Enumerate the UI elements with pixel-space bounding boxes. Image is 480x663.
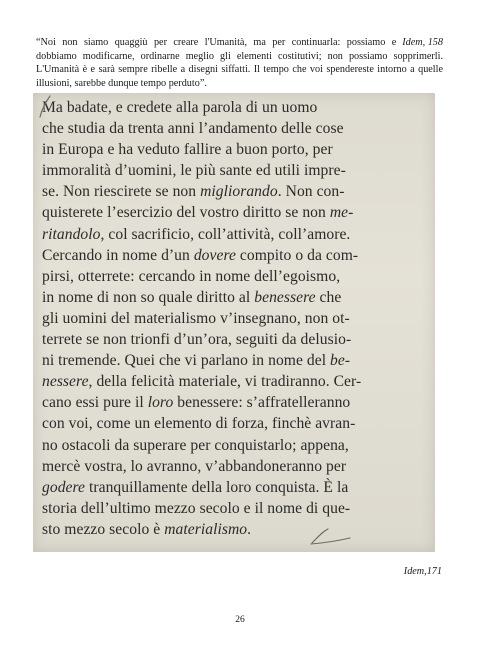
- scanned-text-line: [42, 350, 429, 371]
- text-segment: con voi, come un elemento di forza, finchè avran-: [42, 415, 356, 433]
- scanned-text-line: [42, 245, 429, 266]
- scanned-text-line: [42, 435, 429, 456]
- text-segment: Cercando in nome d’un: [42, 246, 194, 264]
- text-segment: immoralità d’uomini, le più sante ed utili impre-: [42, 162, 346, 180]
- scanned-text-line: [42, 266, 429, 287]
- italic-text-segment: be-: [330, 352, 351, 370]
- scanned-text-line: [42, 519, 429, 540]
- text-segment: gli uomini del materialismo v’insegnano, non ot-: [42, 309, 350, 327]
- scanned-text-line: [42, 456, 429, 477]
- text-segment: in nome di non so quale diritto al: [42, 288, 255, 306]
- text-segment: mercè vostra, lo avranno, v’abbandoneranno per: [42, 457, 347, 475]
- text-segment: compito o da com-: [235, 246, 359, 264]
- italic-text-segment: materialismo: [164, 520, 248, 538]
- italic-text-segment: ritandolo: [42, 225, 101, 243]
- scanned-book-excerpt: [33, 93, 435, 552]
- italic-text-segment: me-: [329, 204, 354, 222]
- text-segment: sto mezzo secolo è: [42, 520, 165, 538]
- scanned-text-line: [42, 392, 429, 413]
- text-segment: , della felicità materiale, vi tradiranno. Cer-: [88, 373, 362, 391]
- scanned-text-line: [42, 181, 429, 202]
- text-segment: benessere: s’affratelleranno: [173, 394, 351, 412]
- scanned-text-block: [42, 97, 429, 540]
- scanned-text-line: [42, 329, 429, 350]
- scanned-text-line: [42, 160, 429, 181]
- scanned-text-line: [42, 202, 429, 223]
- text-segment: che studia da trenta anni l’andamento delle cose: [42, 120, 344, 138]
- text-segment: che: [315, 288, 342, 306]
- scanned-text-line: [42, 118, 429, 139]
- text-segment: Ma badate, e credete alla parola di un uomo: [42, 99, 318, 116]
- italic-text-segment: nessere: [42, 373, 89, 391]
- text-segment: terrete se non trionfi d’un’ora, seguiti da delusio-: [42, 331, 352, 349]
- text-segment: quisterete l’esercizio del vostro diritto se non: [42, 204, 330, 222]
- italic-text-segment: benessere: [254, 288, 316, 306]
- text-segment: pirsi, otterrete: cercando in nome dell’egoismo,: [42, 267, 341, 285]
- scanned-text-line: [42, 498, 429, 519]
- text-segment: .: [247, 520, 252, 538]
- text-segment: storia dell’ultimo mezzo secolo e il nome di que-: [42, 499, 351, 517]
- scanned-text-line: [42, 371, 429, 392]
- text-segment: . Non con-: [277, 183, 345, 201]
- italic-text-segment: migliorando: [200, 183, 278, 201]
- scanned-text-line: [42, 413, 429, 434]
- text-segment: cano essi pure il: [42, 394, 148, 412]
- text-segment: in Europa e ha veduto fallire a buon porto, per: [42, 141, 333, 159]
- scanned-text-line: [42, 139, 429, 160]
- scanned-text-line: [42, 97, 429, 118]
- italic-text-segment: godere: [42, 478, 86, 496]
- text-segment: , col sacrificio, coll’attività, coll’amore.: [100, 225, 351, 243]
- quote-paragraph: [36, 36, 443, 90]
- quote-reference: Idem, 158: [402, 37, 443, 48]
- closing-reference: Idem,171: [403, 566, 442, 577]
- scanned-text-line: [42, 308, 429, 329]
- scanned-text-line: [42, 224, 429, 245]
- text-segment: ni tremende. Quei che vi parlano in nome del: [42, 352, 331, 370]
- page-number: 26: [235, 615, 245, 625]
- text-segment: tranquillamente della loro conquista. È la: [85, 478, 349, 496]
- italic-text-segment: loro: [147, 394, 174, 412]
- scanned-text-line: [42, 477, 429, 498]
- text-segment: se. Non riescirete se non: [42, 183, 201, 201]
- quote-text: “Noi non siamo quaggiù per creare l'Umanità, ma per continuarla: possiamo e dobbiamo modificarne, ordinarne meglio gli elementi costitutivi; non possiamo sopprimerli. L'Umanità è e sarà sempre ribelle a disegni siffatti. Il tempo che voi spendereste intorno a quelle illusioni, sarebbe dunque tempo perduto”.: [36, 37, 443, 89]
- text-segment: no ostacoli da superare per conquistarlo; appena,: [42, 436, 349, 454]
- scanned-text-line: [42, 287, 429, 308]
- italic-text-segment: dovere: [193, 246, 236, 264]
